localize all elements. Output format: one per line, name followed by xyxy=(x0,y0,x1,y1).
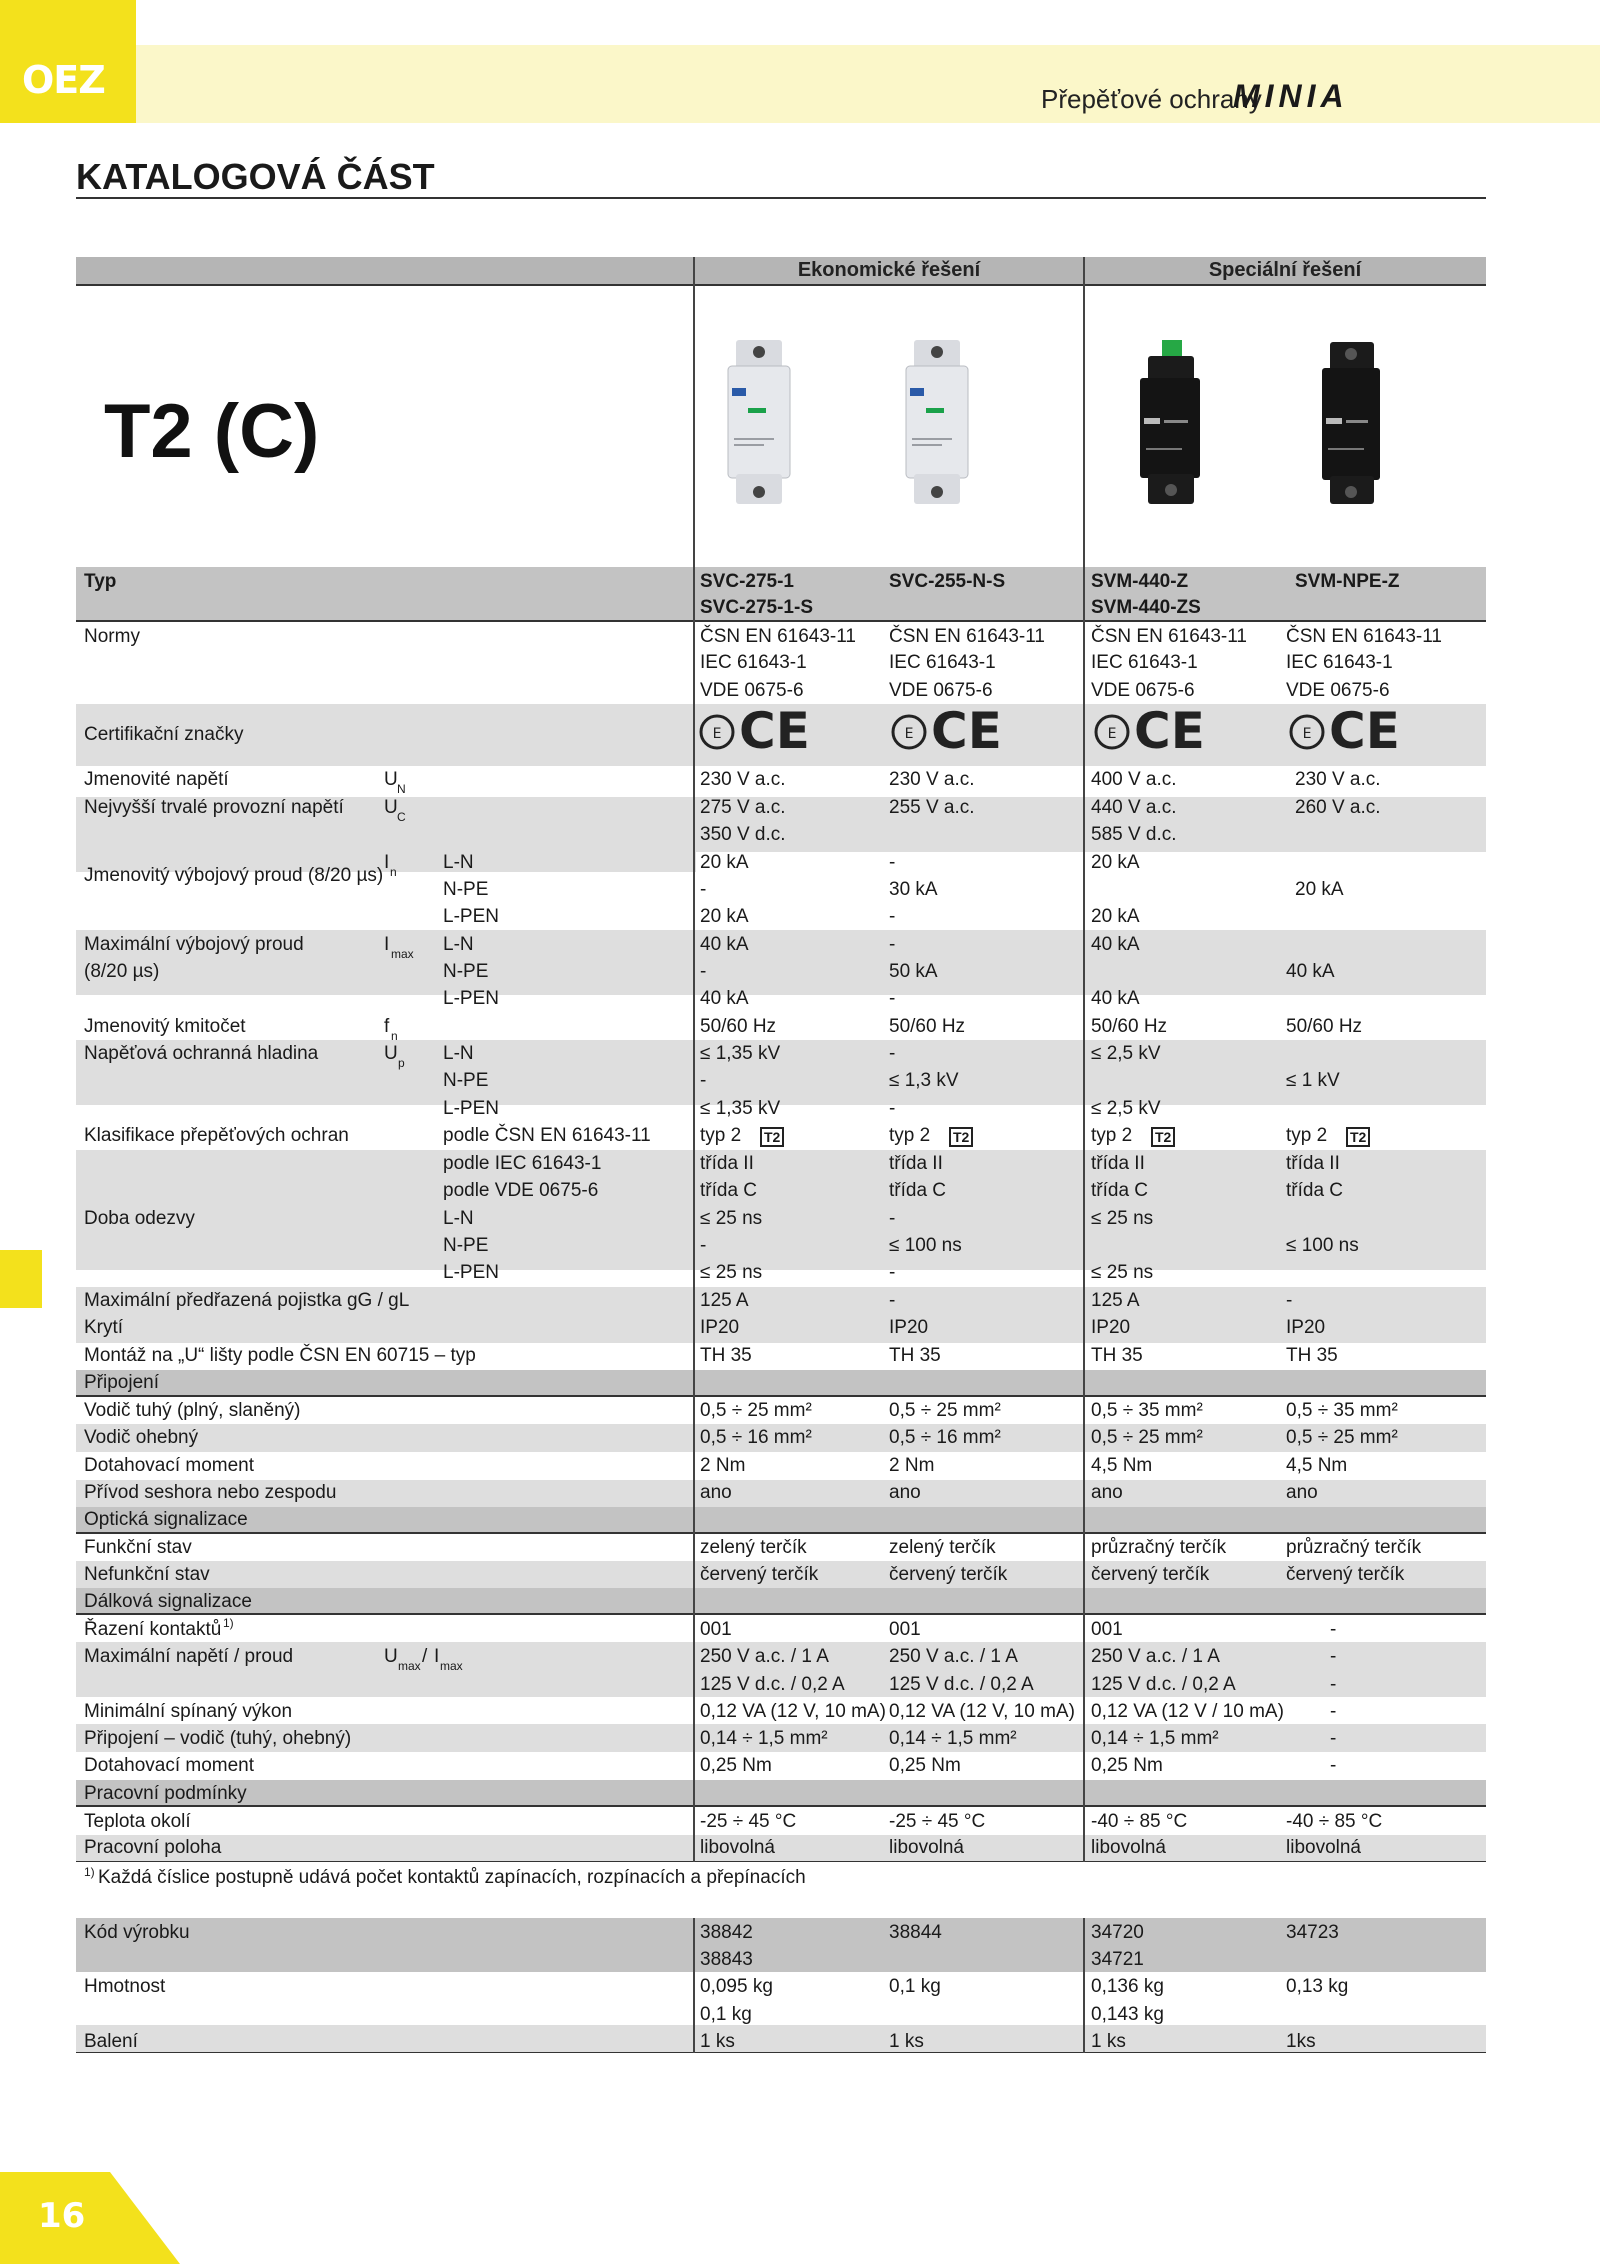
cell-in-npe-col4: 20 kA xyxy=(1295,879,1344,900)
ezu-mark-icon xyxy=(893,716,925,748)
label-razeni: Řazení kontaktů xyxy=(84,1619,222,1640)
cell-in-ln-col3: 20 kA xyxy=(1091,852,1140,873)
cell-baleni-col1: 1 ks xyxy=(700,2031,735,2052)
label-privod: Přívod seshora nebo zespodu xyxy=(84,1482,337,1503)
cell-klas-iec-col3: třída II xyxy=(1091,1153,1145,1174)
cell-imax-npe-col4: 40 kA xyxy=(1286,961,1335,982)
cell-norm1-col3: ČSN EN 61643-11 xyxy=(1091,626,1247,647)
cell-uc2-col3: 585 V d.c. xyxy=(1091,824,1177,845)
sub-imax-npe: N-PE xyxy=(443,961,489,982)
label-doba: Doba odezvy xyxy=(84,1208,195,1229)
label-prac: Pracovní podmínky xyxy=(84,1783,247,1804)
cell-norm3-col1: VDE 0675-6 xyxy=(700,680,804,701)
ce-mark-icon xyxy=(1134,702,1205,760)
cell-uc1-col1: 275 V a.c. xyxy=(700,797,786,818)
svg-text:CE: CE xyxy=(1134,702,1205,760)
cell-max-nap2-col1: 125 V d.c. / 0,2 A xyxy=(700,1674,845,1695)
row-bg-kod xyxy=(76,1918,1486,1972)
ce-mark-icon xyxy=(739,702,810,760)
group-special: Speciální řešení xyxy=(1208,259,1362,281)
product-image-svc-255-n-s xyxy=(904,338,970,513)
cell-up-ln-col3: ≤ 2,5 kV xyxy=(1091,1043,1161,1064)
cell-typ1-col4: SVM-NPE-Z xyxy=(1295,571,1400,592)
group-header-rule xyxy=(76,284,1486,286)
column-divider-special-2 xyxy=(1083,1918,1085,2053)
label-min-vykon: Minimální spínaný výkon xyxy=(84,1701,293,1722)
ce-mark-icon xyxy=(931,702,1002,760)
cell-kod2-col3: 34721 xyxy=(1091,1949,1144,1970)
cell-klas-csn-col4: typ 2 xyxy=(1286,1125,1328,1146)
rule-opt xyxy=(76,1532,1486,1534)
label-imax1: Maximální výbojový proud xyxy=(84,934,304,955)
cell-typ2-col3: SVM-440-ZS xyxy=(1091,597,1201,618)
label-kryti: Krytí xyxy=(84,1317,124,1338)
cell-montaz-col3: TH 35 xyxy=(1091,1345,1143,1366)
label-normy: Normy xyxy=(84,626,140,647)
cell-in-ln-col2: - xyxy=(889,852,896,873)
cell-norm2-col4: IEC 61643-1 xyxy=(1286,652,1393,673)
cell-max-nap2-col4: - xyxy=(1330,1674,1337,1695)
cell-teplota-col3: -40 ÷ 85 °C xyxy=(1091,1811,1188,1832)
cell-uc1-col3: 440 V a.c. xyxy=(1091,797,1177,818)
label-pojistka: Maximální předřazená pojistka gG / gL xyxy=(84,1290,410,1311)
cell-klas-vde-col4: třída C xyxy=(1286,1180,1344,1201)
cell-razeni-col1: 001 xyxy=(700,1619,732,1640)
cell-norm1-col4: ČSN EN 61643-11 xyxy=(1286,626,1442,647)
cell-imax-lpen-col1: 40 kA xyxy=(700,988,749,1009)
cell-fn-col2: 50/60 Hz xyxy=(889,1016,966,1037)
cell-nefunkcni-col4: červený terčík xyxy=(1286,1564,1405,1585)
row-bg-kryti xyxy=(76,1315,1486,1343)
cell-klas-iec-col1: třída II xyxy=(700,1153,754,1174)
cell-kod1-col2: 38844 xyxy=(889,1922,942,1943)
label-nefunkcni: Nefunkční stav xyxy=(84,1564,210,1585)
cell-kod1-col1: 38842 xyxy=(700,1922,753,1943)
cell-vodic-tuhy-col3: 0,5 ÷ 35 mm² xyxy=(1091,1400,1203,1421)
cell-nefunkcni-col3: červený terčík xyxy=(1091,1564,1210,1585)
title-divider xyxy=(76,197,1486,199)
cell-pojistka-col2: - xyxy=(889,1290,896,1311)
cell-un-col3: 400 V a.c. xyxy=(1091,769,1177,790)
cell-min-vykon-col1: 0,12 VA (12 V, 10 mA) xyxy=(700,1701,886,1722)
cell-baleni-col4: 1ks xyxy=(1286,2031,1316,2052)
cell-norm2-col2: IEC 61643-1 xyxy=(889,652,996,673)
t2-class-badge: T2 xyxy=(1346,1127,1370,1147)
cell-funkcni-col1: zelený terčík xyxy=(700,1537,807,1558)
cert-marks-col1 xyxy=(697,702,817,767)
cell-moment-col3: 4,5 Nm xyxy=(1091,1455,1153,1476)
cell-min-vykon-col2: 0,12 VA (12 V, 10 mA) xyxy=(889,1701,1075,1722)
cell-imax-ln-col2: - xyxy=(889,934,896,955)
rule-pripojeni xyxy=(76,1395,1486,1397)
cell-moment-col4: 4,5 Nm xyxy=(1286,1455,1348,1476)
cell-kryti-col1: IP20 xyxy=(700,1317,740,1338)
sub-imax-ln: L-N xyxy=(443,934,474,955)
cell-min-vykon-col3: 0,12 VA (12 V / 10 mA) xyxy=(1091,1701,1284,1722)
sub-in-ln: L-N xyxy=(443,852,474,873)
sub-klas-csn: podle ČSN EN 61643-11 xyxy=(443,1125,651,1146)
label-pripojeni: Připojení xyxy=(84,1372,159,1393)
cell-vodic-ohebny-col2: 0,5 ÷ 16 mm² xyxy=(889,1427,1001,1448)
label-montaz: Montáž na „U“ lišty podle ČSN EN 60715 – typ xyxy=(84,1345,476,1366)
label-imax2: (8/20 µs) xyxy=(84,961,160,982)
cell-in-npe-col2: 30 kA xyxy=(889,879,938,900)
cell-max-nap2-col2: 125 V d.c. / 0,2 A xyxy=(889,1674,1034,1695)
label-razeni-sup: 1) xyxy=(223,1616,234,1630)
ezu-mark-icon xyxy=(1096,716,1128,748)
sub-up-npe: N-PE xyxy=(443,1070,489,1091)
ezu-mark-icon xyxy=(701,716,733,748)
row-bg-prac xyxy=(76,1780,1486,1806)
cell-typ2-col1: SVC-275-1-S xyxy=(700,597,813,618)
minia-brand: MINIA xyxy=(1233,78,1349,114)
label-dalk: Dálková signalizace xyxy=(84,1591,252,1612)
cell-klas-csn-col2: typ 2 xyxy=(889,1125,931,1146)
sub-doba-lpen: L-PEN xyxy=(443,1262,499,1283)
label-vodic-tuhy: Vodič tuhý (plný, slaněný) xyxy=(84,1400,301,1421)
cell-up-lpen-col3: ≤ 2,5 kV xyxy=(1091,1098,1161,1119)
column-divider-economic-2 xyxy=(693,1918,695,2053)
cell-typ1-col3: SVM-440-Z xyxy=(1091,571,1189,592)
label-klas: Klasifikace přepěťových ochran xyxy=(84,1125,349,1146)
svg-text:E: E xyxy=(904,726,914,742)
cell-imax-npe-col2: 50 kA xyxy=(889,961,938,982)
cell-un-col4: 230 V a.c. xyxy=(1295,769,1381,790)
cell-pojistka-col1: 125 A xyxy=(700,1290,749,1311)
label-max-nap: Maximální napětí / proud xyxy=(84,1646,294,1667)
cell-in-lpen-col1: 20 kA xyxy=(700,906,749,927)
label-typ: Typ xyxy=(84,571,117,592)
cell-in-ln-col1: 20 kA xyxy=(700,852,749,873)
cell-kod2-col1: 38843 xyxy=(700,1949,753,1970)
cell-klas-iec-col4: třída II xyxy=(1286,1153,1340,1174)
cell-norm3-col3: VDE 0675-6 xyxy=(1091,680,1195,701)
cell-typ1-col1: SVC-275-1 xyxy=(700,571,794,592)
rule-end-spec xyxy=(76,1861,1486,1862)
cell-up-ln-col2: - xyxy=(889,1043,896,1064)
cell-privod-col1: ano xyxy=(700,1482,732,1503)
cell-moment2-col3: 0,25 Nm xyxy=(1091,1755,1163,1776)
header-band xyxy=(0,45,1600,123)
cell-moment2-col2: 0,25 Nm xyxy=(889,1755,961,1776)
symbol-umax-sub: max xyxy=(398,1659,421,1673)
cell-moment-col1: 2 Nm xyxy=(700,1455,746,1476)
cell-norm2-col1: IEC 61643-1 xyxy=(700,652,807,673)
cell-fn-col1: 50/60 Hz xyxy=(700,1016,777,1037)
rule-end-bottom xyxy=(76,2052,1486,2053)
cell-max-nap1-col3: 250 V a.c. / 1 A xyxy=(1091,1646,1220,1667)
cell-max-nap1-col1: 250 V a.c. / 1 A xyxy=(700,1646,829,1667)
cell-hmot1-col2: 0,1 kg xyxy=(889,1976,941,1997)
row-bg-opt xyxy=(76,1507,1486,1533)
symbol-imax2-sub: max xyxy=(440,1659,463,1673)
cell-kryti-col2: IP20 xyxy=(889,1317,929,1338)
cell-doba-npe-col1: - xyxy=(700,1235,707,1256)
label-poloha: Pracovní poloha xyxy=(84,1837,222,1858)
cell-norm3-col4: VDE 0675-6 xyxy=(1286,680,1390,701)
symbol-in-sub: n xyxy=(390,865,397,879)
sub-klas-vde: podle VDE 0675-6 xyxy=(443,1180,599,1201)
page-number: 16 xyxy=(38,2196,86,2236)
cell-klas-csn-col1: typ 2 xyxy=(700,1125,742,1146)
sub-up-ln: L-N xyxy=(443,1043,474,1064)
label-fn: Jmenovitý kmitočet xyxy=(84,1016,246,1037)
footnote-sup: 1) xyxy=(84,1865,95,1879)
cell-montaz-col4: TH 35 xyxy=(1286,1345,1338,1366)
t2-class-badge: T2 xyxy=(760,1127,784,1147)
cell-kod1-col4: 34723 xyxy=(1286,1922,1339,1943)
cell-doba-ln-col1: ≤ 25 ns xyxy=(700,1208,763,1229)
symbol-up: U xyxy=(384,1043,398,1064)
group-economic: Ekonomické řešení xyxy=(797,259,981,281)
cell-poloha-col4: libovolná xyxy=(1286,1837,1361,1858)
cell-hmot1-col4: 0,13 kg xyxy=(1286,1976,1349,1997)
cell-moment2-col4: - xyxy=(1330,1755,1337,1776)
symbol-uc-sub: C xyxy=(397,810,406,824)
cell-doba-lpen-col2: - xyxy=(889,1262,896,1283)
svg-text:E: E xyxy=(1107,726,1117,742)
footnote: Každá číslice postupně udává počet kontaktů zapínacích, rozpínacích a přepínacích xyxy=(98,1867,806,1888)
cell-un-col1: 230 V a.c. xyxy=(700,769,786,790)
cell-doba-npe-col4: ≤ 100 ns xyxy=(1286,1235,1359,1256)
symbol-fn: f xyxy=(384,1016,390,1037)
cell-imax-lpen-col2: - xyxy=(889,988,896,1009)
product-image-svm-440-z xyxy=(1138,338,1202,515)
cell-doba-ln-col2: - xyxy=(889,1208,896,1229)
svg-text:E: E xyxy=(712,726,722,742)
symbol-umax: U xyxy=(384,1646,398,1667)
cell-norm3-col2: VDE 0675-6 xyxy=(889,680,993,701)
symbol-in: I xyxy=(384,852,390,873)
label-kod: Kód výrobku xyxy=(84,1922,190,1943)
cell-privod-col3: ano xyxy=(1091,1482,1123,1503)
cell-norm1-col1: ČSN EN 61643-11 xyxy=(700,626,856,647)
symbol-un: U xyxy=(384,769,398,790)
cell-hmot1-col3: 0,136 kg xyxy=(1091,1976,1164,1997)
cell-up-lpen-col1: ≤ 1,35 kV xyxy=(700,1098,781,1119)
product-type-heading: T2 (C) xyxy=(104,389,320,474)
cell-nefunkcni-col2: červený terčík xyxy=(889,1564,1008,1585)
product-image-svm-npe-z xyxy=(1320,340,1382,513)
cell-in-lpen-col2: - xyxy=(889,906,896,927)
cell-uc1-col4: 260 V a.c. xyxy=(1295,797,1381,818)
svg-text:CE: CE xyxy=(739,702,810,760)
cell-un-col2: 230 V a.c. xyxy=(889,769,975,790)
column-divider-special xyxy=(1083,257,1085,1862)
svg-text:CE: CE xyxy=(1329,702,1400,760)
cell-poloha-col3: libovolná xyxy=(1091,1837,1166,1858)
label-up: Napěťová ochranná hladina xyxy=(84,1043,319,1064)
cell-kryti-col4: IP20 xyxy=(1286,1317,1326,1338)
label-opt: Optická signalizace xyxy=(84,1509,248,1530)
svg-text:E: E xyxy=(1302,726,1312,742)
cell-norm2-col3: IEC 61643-1 xyxy=(1091,652,1198,673)
symbol-up-sub: p xyxy=(398,1056,405,1070)
cell-funkcni-col4: průzračný terčík xyxy=(1286,1537,1422,1558)
column-divider-economic xyxy=(693,257,695,1862)
cell-up-npe-col1: - xyxy=(700,1070,707,1091)
cell-montaz-col2: TH 35 xyxy=(889,1345,941,1366)
cell-doba-ln-col3: ≤ 25 ns xyxy=(1091,1208,1154,1229)
cell-typ1-col2: SVC-255-N-S xyxy=(889,571,1006,592)
cell-fn-col3: 50/60 Hz xyxy=(1091,1016,1168,1037)
cell-moment2-col1: 0,25 Nm xyxy=(700,1755,772,1776)
cell-razeni-col3: 001 xyxy=(1091,1619,1123,1640)
t2-class-badge: T2 xyxy=(1151,1127,1175,1147)
symbol-imax-sub: max xyxy=(391,947,414,961)
cell-vodic-tuhy-col2: 0,5 ÷ 25 mm² xyxy=(889,1400,1001,1421)
cell-funkcni-col2: zelený terčík xyxy=(889,1537,996,1558)
rule-prac xyxy=(76,1805,1486,1807)
cell-in-lpen-col3: 20 kA xyxy=(1091,906,1140,927)
row-bg-doba xyxy=(76,1205,1486,1270)
row-bg-baleni xyxy=(76,2025,1486,2053)
label-funkcni: Funkční stav xyxy=(84,1537,192,1558)
cell-fn-col4: 50/60 Hz xyxy=(1286,1016,1363,1037)
cell-vodic-tuhy-col4: 0,5 ÷ 35 mm² xyxy=(1286,1400,1398,1421)
label-in: Jmenovitý výbojový proud (8/20 µs) xyxy=(84,865,384,886)
cell-teplota-col4: -40 ÷ 85 °C xyxy=(1286,1811,1383,1832)
cell-pojistka-col3: 125 A xyxy=(1091,1290,1140,1311)
cell-razeni-col2: 001 xyxy=(889,1619,921,1640)
cell-pojistka-col4: - xyxy=(1286,1290,1293,1311)
sub-klas-iec: podle IEC 61643-1 xyxy=(443,1153,602,1174)
cell-up-npe-col4: ≤ 1 kV xyxy=(1286,1070,1340,1091)
cell-nefunkcni-col1: červený terčík xyxy=(700,1564,819,1585)
symbol-fn-sub: n xyxy=(391,1029,398,1043)
symbol-slash: / xyxy=(422,1646,428,1667)
cell-privod-col2: ano xyxy=(889,1482,921,1503)
label-vodic-ohebny: Vodič ohebný xyxy=(84,1427,199,1448)
cell-vodic-ohebny-col1: 0,5 ÷ 16 mm² xyxy=(700,1427,812,1448)
cell-teplota-col2: -25 ÷ 45 °C xyxy=(889,1811,986,1832)
cell-imax-npe-col1: - xyxy=(700,961,707,982)
sub-in-npe: N-PE xyxy=(443,879,489,900)
cell-imax-lpen-col3: 40 kA xyxy=(1091,988,1140,1009)
cell-vodic-ohebny-col3: 0,5 ÷ 25 mm² xyxy=(1091,1427,1203,1448)
cell-baleni-col3: 1 ks xyxy=(1091,2031,1126,2052)
cell-up-lpen-col2: - xyxy=(889,1098,896,1119)
cell-uc2-col1: 350 V d.c. xyxy=(700,824,786,845)
cell-razeni-col4: - xyxy=(1330,1619,1337,1640)
cell-max-nap1-col2: 250 V a.c. / 1 A xyxy=(889,1646,1018,1667)
row-bg-poloha xyxy=(76,1835,1486,1862)
cell-klas-csn-col3: typ 2 xyxy=(1091,1125,1133,1146)
label-un: Jmenovité napětí xyxy=(84,769,229,790)
cell-klas-vde-col1: třída C xyxy=(700,1180,758,1201)
label-teplota: Teplota okolí xyxy=(84,1811,191,1832)
symbol-imax2: I xyxy=(434,1646,440,1667)
sub-doba-npe: N-PE xyxy=(443,1235,489,1256)
cell-min-vykon-col4: - xyxy=(1330,1701,1337,1722)
label-moment2: Dotahovací moment xyxy=(84,1755,255,1776)
cell-vodic-tuhy-col1: 0,5 ÷ 25 mm² xyxy=(700,1400,812,1421)
cell-klas-vde-col2: třída C xyxy=(889,1180,947,1201)
product-image-svc-275-1 xyxy=(726,338,792,513)
cell-max-nap1-col4: - xyxy=(1330,1646,1337,1667)
cell-klas-vde-col3: třída C xyxy=(1091,1180,1149,1201)
cell-kryti-col3: IP20 xyxy=(1091,1317,1131,1338)
sub-imax-lpen: L-PEN xyxy=(443,988,499,1009)
header-subtitle: Přepěťové ochrany xyxy=(1041,84,1262,114)
label-moment: Dotahovací moment xyxy=(84,1455,255,1476)
label-cert: Certifikační značky xyxy=(84,724,244,745)
oez-logo: OEZ xyxy=(0,0,136,123)
cell-doba-lpen-col1: ≤ 25 ns xyxy=(700,1262,763,1283)
cell-privod-col4: ano xyxy=(1286,1482,1318,1503)
cell-hmot1-col1: 0,095 kg xyxy=(700,1976,773,1997)
page-number-tab xyxy=(0,2172,180,2264)
page-title: KATALOGOVÁ ČÁST xyxy=(76,156,435,197)
ce-mark-icon xyxy=(1329,702,1400,760)
symbol-imax: I xyxy=(384,934,390,955)
sub-doba-ln: L-N xyxy=(443,1208,474,1229)
symbol-uc: U xyxy=(384,797,398,818)
cert-marks-col3 xyxy=(1092,702,1212,767)
cell-klas-iec-col2: třída II xyxy=(889,1153,943,1174)
cell-vodic-ohebny-col4: 0,5 ÷ 25 mm² xyxy=(1286,1427,1398,1448)
cert-marks-col2 xyxy=(889,702,1009,767)
cell-montaz-col1: TH 35 xyxy=(700,1345,752,1366)
cell-uc1-col2: 255 V a.c. xyxy=(889,797,975,818)
rule-dalk xyxy=(76,1613,1486,1615)
ezu-mark-icon xyxy=(1291,716,1323,748)
cell-pripojeni-vodic-col3: 0,14 ÷ 1,5 mm² xyxy=(1091,1728,1219,1749)
rule-typ xyxy=(76,620,1486,622)
cell-max-nap2-col3: 125 V d.c. / 0,2 A xyxy=(1091,1674,1236,1695)
label-baleni: Balení xyxy=(84,2031,138,2052)
cell-pripojeni-vodic-col1: 0,14 ÷ 1,5 mm² xyxy=(700,1728,828,1749)
svg-text:CE: CE xyxy=(931,702,1002,760)
row-bg-dalk xyxy=(76,1588,1486,1614)
cell-imax-ln-col3: 40 kA xyxy=(1091,934,1140,955)
row-bg-pripojeni xyxy=(76,1370,1486,1396)
sub-up-lpen: L-PEN xyxy=(443,1098,499,1119)
cell-pripojeni-vodic-col2: 0,14 ÷ 1,5 mm² xyxy=(889,1728,1017,1749)
sub-in-lpen: L-PEN xyxy=(443,906,499,927)
cell-up-npe-col2: ≤ 1,3 kV xyxy=(889,1070,959,1091)
cell-baleni-col2: 1 ks xyxy=(889,2031,924,2052)
cell-kod1-col3: 34720 xyxy=(1091,1922,1144,1943)
side-tab-marker xyxy=(0,1250,42,1308)
cell-hmot2-col1: 0,1 kg xyxy=(700,2004,752,2025)
label-pripojeni-vodic: Připojení – vodič (tuhý, ohebný) xyxy=(84,1728,352,1749)
label-hmotnost: Hmotnost xyxy=(84,1976,166,1997)
cell-teplota-col1: -25 ÷ 45 °C xyxy=(700,1811,797,1832)
cell-in-npe-col1: - xyxy=(700,879,707,900)
cell-funkcni-col3: průzračný terčík xyxy=(1091,1537,1227,1558)
cert-marks-col4 xyxy=(1287,702,1407,767)
cell-moment-col2: 2 Nm xyxy=(889,1455,935,1476)
cell-pripojeni-vodic-col4: - xyxy=(1330,1728,1337,1749)
cell-up-ln-col1: ≤ 1,35 kV xyxy=(700,1043,781,1064)
cell-imax-ln-col1: 40 kA xyxy=(700,934,749,955)
cell-doba-npe-col2: ≤ 100 ns xyxy=(889,1235,962,1256)
cell-poloha-col1: libovolná xyxy=(700,1837,775,1858)
t2-class-badge: T2 xyxy=(949,1127,973,1147)
label-uc: Nejvyšší trvalé provozní napětí xyxy=(84,797,344,818)
cell-doba-lpen-col3: ≤ 25 ns xyxy=(1091,1262,1154,1283)
cell-poloha-col2: libovolná xyxy=(889,1837,964,1858)
cell-hmot2-col3: 0,143 kg xyxy=(1091,2004,1164,2025)
cell-norm1-col2: ČSN EN 61643-11 xyxy=(889,626,1045,647)
symbol-un-sub: N xyxy=(397,782,406,796)
